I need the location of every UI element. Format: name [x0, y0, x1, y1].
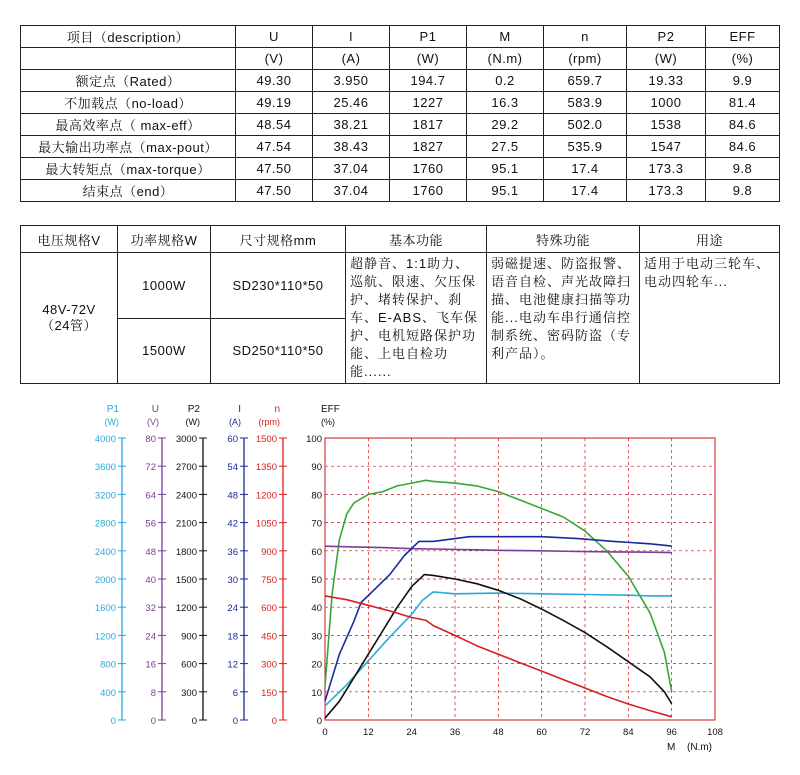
x-tick-label: 108	[707, 727, 723, 738]
axis-tick-label-eff: 30	[311, 631, 322, 643]
perf-cell: 194.7	[390, 70, 467, 92]
axis-unit-p2: (W)	[185, 417, 200, 427]
axis-unit-i: (A)	[229, 417, 241, 427]
perf-units-cell: (rpm)	[544, 48, 627, 70]
axis-tick-label-eff: 50	[311, 575, 322, 586]
perf-cell: 49.30	[236, 70, 313, 92]
perf-header-cell: M	[467, 26, 544, 48]
perf-cell: 17.4	[544, 180, 627, 202]
perf-cell: 9.9	[706, 70, 780, 92]
axis-tick-label-p2: 1800	[175, 546, 197, 558]
perf-row-label: 不加载点（no-load）	[21, 92, 236, 114]
axis-tick-label-n: 300	[261, 659, 277, 671]
axis-tick-label-i: 18	[227, 631, 238, 643]
axis-title-n: n	[274, 404, 280, 415]
x-tick-label: 72	[579, 727, 591, 738]
perf-units-cell: (V)	[236, 48, 313, 70]
spec-basic-functions: 超静音、1:1助力、巡航、限速、欠压保护、堵转保护、刹车、E-ABS、飞车保护、电机短路保护功能、上电自检功能......	[346, 253, 487, 384]
perf-row-label: 最大输出功率点（max-pout）	[21, 136, 236, 158]
axis-tick-label-i: 36	[227, 546, 238, 558]
axis-tick-label-n: 150	[261, 687, 277, 699]
axis-tick-label-eff: 100	[306, 434, 322, 445]
perf-header-cell: P1	[390, 26, 467, 48]
perf-cell: 95.1	[467, 180, 544, 202]
axis-tick-label-eff: 80	[311, 490, 322, 502]
spec-usage: 适用于电动三轮车、电动四轮车...	[640, 253, 780, 384]
axis-unit-eff: (%)	[321, 417, 335, 427]
perf-cell: 95.1	[467, 158, 544, 180]
axis-tick-label-i: 6	[232, 687, 238, 699]
perf-header-cell: U	[236, 26, 313, 48]
perf-row	[21, 136, 780, 158]
axis-tick-label-eff: 0	[316, 716, 322, 727]
axis-unit-u: (V)	[147, 417, 159, 427]
chart-axes	[95, 404, 340, 727]
spec-voltage: 48V-72V （24管）	[21, 253, 118, 384]
perf-cell: 1547	[627, 136, 706, 158]
axis-tick-label-i: 42	[227, 518, 238, 530]
perf-cell: 1000	[627, 92, 706, 114]
spec-header-basic: 基本功能	[346, 226, 487, 253]
axis-tick-label-p1: 1200	[94, 631, 116, 643]
axis-tick-label-p1: 400	[100, 687, 116, 699]
spec-size-1500: SD250*110*50	[211, 318, 346, 384]
perf-cell: 16.3	[467, 92, 544, 114]
perf-cell: 38.21	[313, 114, 390, 136]
perf-cell: 37.04	[313, 158, 390, 180]
x-tick-label: 12	[363, 727, 374, 738]
perf-cell: 9.8	[706, 158, 780, 180]
perf-units-row	[21, 48, 780, 70]
axis-tick-label-p2: 2400	[175, 490, 197, 502]
axis-tick-label-i: 24	[227, 603, 238, 615]
perf-cell: 84.6	[706, 114, 780, 136]
axis-tick-label-n: 600	[261, 603, 277, 615]
chart-x-axis	[322, 727, 723, 753]
perf-cell: 3.950	[313, 70, 390, 92]
performance-table	[20, 25, 780, 202]
axis-tick-label-eff: 60	[311, 546, 322, 558]
perf-row	[21, 92, 780, 114]
axis-tick-label-eff: 40	[311, 603, 322, 615]
axis-tick-label-n: 900	[261, 546, 277, 558]
perf-row-label: 最大转矩点（max-torque）	[21, 158, 236, 180]
axis-tick-label-i: 12	[227, 659, 238, 671]
perf-cell: 502.0	[544, 114, 627, 136]
axis-tick-label-p1: 2000	[94, 575, 116, 586]
axis-tick-label-n: 450	[261, 631, 277, 643]
spec-row	[21, 253, 780, 319]
axis-tick-label-u: 40	[145, 575, 156, 586]
perf-cell: 48.54	[236, 114, 313, 136]
perf-row	[21, 158, 780, 180]
axis-tick-label-u: 64	[145, 490, 156, 502]
axis-title-eff: EFF	[321, 404, 340, 415]
perf-cell: 173.3	[627, 180, 706, 202]
x-tick-label: 0	[322, 727, 328, 738]
axis-tick-label-eff: 20	[311, 659, 322, 671]
axis-tick-label-n: 1200	[255, 490, 277, 502]
chart-series	[325, 480, 672, 718]
perf-units-cell: (N.m)	[467, 48, 544, 70]
perf-cell: 47.54	[236, 136, 313, 158]
axis-tick-label-p2: 0	[191, 716, 197, 727]
perf-units-cell	[21, 48, 236, 70]
axis-tick-label-n: 0	[271, 716, 277, 727]
perf-row	[21, 114, 780, 136]
axis-tick-label-p2: 1500	[175, 575, 197, 586]
axis-tick-label-i: 48	[227, 490, 238, 502]
perf-header-cell: I	[313, 26, 390, 48]
axis-tick-label-p2: 3000	[175, 434, 197, 445]
perf-cell: 1538	[627, 114, 706, 136]
spec-header-voltage: 电压规格V	[21, 226, 118, 253]
perf-cell: 19.33	[627, 70, 706, 92]
spec-header-power: 功率规格W	[118, 226, 211, 253]
axis-tick-label-n: 1050	[255, 518, 277, 530]
perf-units-cell: (W)	[627, 48, 706, 70]
perf-cell: 1760	[390, 180, 467, 202]
axis-tick-label-eff: 10	[311, 687, 322, 699]
perf-header-cell: 项目（description）	[21, 26, 236, 48]
perf-header-row	[21, 26, 780, 48]
x-axis-label: M	[667, 742, 676, 753]
axis-tick-label-i: 54	[227, 462, 238, 474]
x-tick-label: 96	[666, 727, 677, 738]
axis-tick-label-p1: 3600	[94, 462, 116, 474]
axis-tick-label-p1: 3200	[94, 490, 116, 502]
axis-tick-label-u: 0	[150, 716, 156, 727]
axis-tick-label-p1: 1600	[94, 603, 116, 615]
perf-cell: 0.2	[467, 70, 544, 92]
spec-header-size: 尺寸规格mm	[211, 226, 346, 253]
perf-cell: 659.7	[544, 70, 627, 92]
x-tick-label: 48	[493, 727, 504, 738]
x-tick-label: 36	[449, 727, 461, 738]
axis-tick-label-p2: 2100	[175, 518, 197, 530]
axis-tick-label-u: 80	[145, 434, 156, 445]
perf-row	[21, 180, 780, 202]
axis-tick-label-i: 30	[227, 575, 238, 586]
axis-tick-label-u: 8	[150, 687, 156, 699]
perf-cell: 1827	[390, 136, 467, 158]
spec-special-functions: 弱磁提速、防盗报警、语音自检、声光故障扫描、电池健康扫描等功能...电动车串行通信控制系统、密码防盗（专利产品）。	[487, 253, 640, 384]
x-tick-label: 24	[406, 727, 417, 738]
spec-header-special: 特殊功能	[487, 226, 640, 253]
axis-tick-label-u: 56	[145, 518, 156, 530]
spec-size-1000: SD230*110*50	[211, 253, 346, 319]
axis-tick-label-p1: 2800	[94, 518, 116, 530]
axis-tick-label-p1: 2400	[94, 546, 116, 558]
x-tick-label: 60	[536, 727, 547, 738]
perf-row-label: 最高效率点（ max-eff）	[21, 114, 236, 136]
axis-tick-label-p2: 300	[181, 687, 197, 699]
axis-tick-label-u: 24	[145, 631, 156, 643]
perf-cell: 29.2	[467, 114, 544, 136]
perf-cell: 583.9	[544, 92, 627, 114]
perf-units-cell: (A)	[313, 48, 390, 70]
axis-tick-label-p2: 900	[181, 631, 197, 643]
motor-performance-chart	[0, 400, 800, 775]
perf-header-cell: P2	[627, 26, 706, 48]
axis-tick-label-u: 48	[145, 546, 156, 558]
axis-tick-label-p1: 0	[110, 716, 116, 727]
perf-cell: 9.8	[706, 180, 780, 202]
perf-header-cell: n	[544, 26, 627, 48]
perf-cell: 535.9	[544, 136, 627, 158]
perf-cell: 37.04	[313, 180, 390, 202]
perf-cell: 17.4	[544, 158, 627, 180]
axis-tick-label-u: 16	[145, 659, 156, 671]
x-tick-label: 84	[623, 727, 634, 738]
axis-unit-p1: (W)	[104, 417, 119, 427]
perf-cell: 173.3	[627, 158, 706, 180]
perf-cell: 1760	[390, 158, 467, 180]
axis-tick-label-i: 60	[227, 434, 238, 445]
perf-cell: 1227	[390, 92, 467, 114]
axis-tick-label-u: 72	[145, 462, 156, 474]
axis-tick-label-i: 0	[232, 716, 238, 727]
spec-power-1000: 1000W	[118, 253, 211, 319]
perf-cell: 27.5	[467, 136, 544, 158]
axis-tick-label-p2: 1200	[175, 603, 197, 615]
axis-tick-label-p1: 4000	[94, 434, 116, 445]
perf-cell: 47.50	[236, 180, 313, 202]
axis-title-p2: P2	[187, 404, 200, 415]
axis-title-i: I	[238, 404, 241, 415]
spec-header-usage: 用途	[640, 226, 780, 253]
axis-tick-label-eff: 90	[311, 462, 322, 474]
axis-title-p1: P1	[106, 404, 119, 415]
perf-cell: 47.50	[236, 158, 313, 180]
axis-tick-label-p2: 600	[181, 659, 197, 671]
spec-header-row	[21, 226, 780, 253]
perf-cell: 84.6	[706, 136, 780, 158]
perf-cell: 25.46	[313, 92, 390, 114]
perf-units-cell: (W)	[390, 48, 467, 70]
axis-tick-label-eff: 70	[311, 518, 322, 530]
perf-units-cell: (%)	[706, 48, 780, 70]
axis-tick-label-u: 32	[145, 603, 156, 615]
axis-unit-n: (rpm)	[258, 417, 280, 427]
spec-table	[20, 225, 780, 384]
axis-tick-label-p1: 800	[100, 659, 116, 671]
perf-row	[21, 70, 780, 92]
perf-row-label: 结束点（end）	[21, 180, 236, 202]
perf-cell: 49.19	[236, 92, 313, 114]
perf-cell: 38.43	[313, 136, 390, 158]
chart-grid	[325, 438, 715, 720]
axis-title-u: U	[151, 404, 159, 415]
spec-power-1500: 1500W	[118, 318, 211, 384]
x-axis-unit: (N.m)	[687, 742, 712, 753]
perf-row-label: 额定点（Rated）	[21, 70, 236, 92]
axis-tick-label-n: 750	[261, 575, 277, 586]
axis-tick-label-n: 1350	[255, 462, 277, 474]
perf-cell: 81.4	[706, 92, 780, 114]
axis-tick-label-n: 1500	[255, 434, 277, 445]
perf-header-cell: EFF	[706, 26, 780, 48]
axis-tick-label-p2: 2700	[175, 462, 197, 474]
perf-cell: 1817	[390, 114, 467, 136]
